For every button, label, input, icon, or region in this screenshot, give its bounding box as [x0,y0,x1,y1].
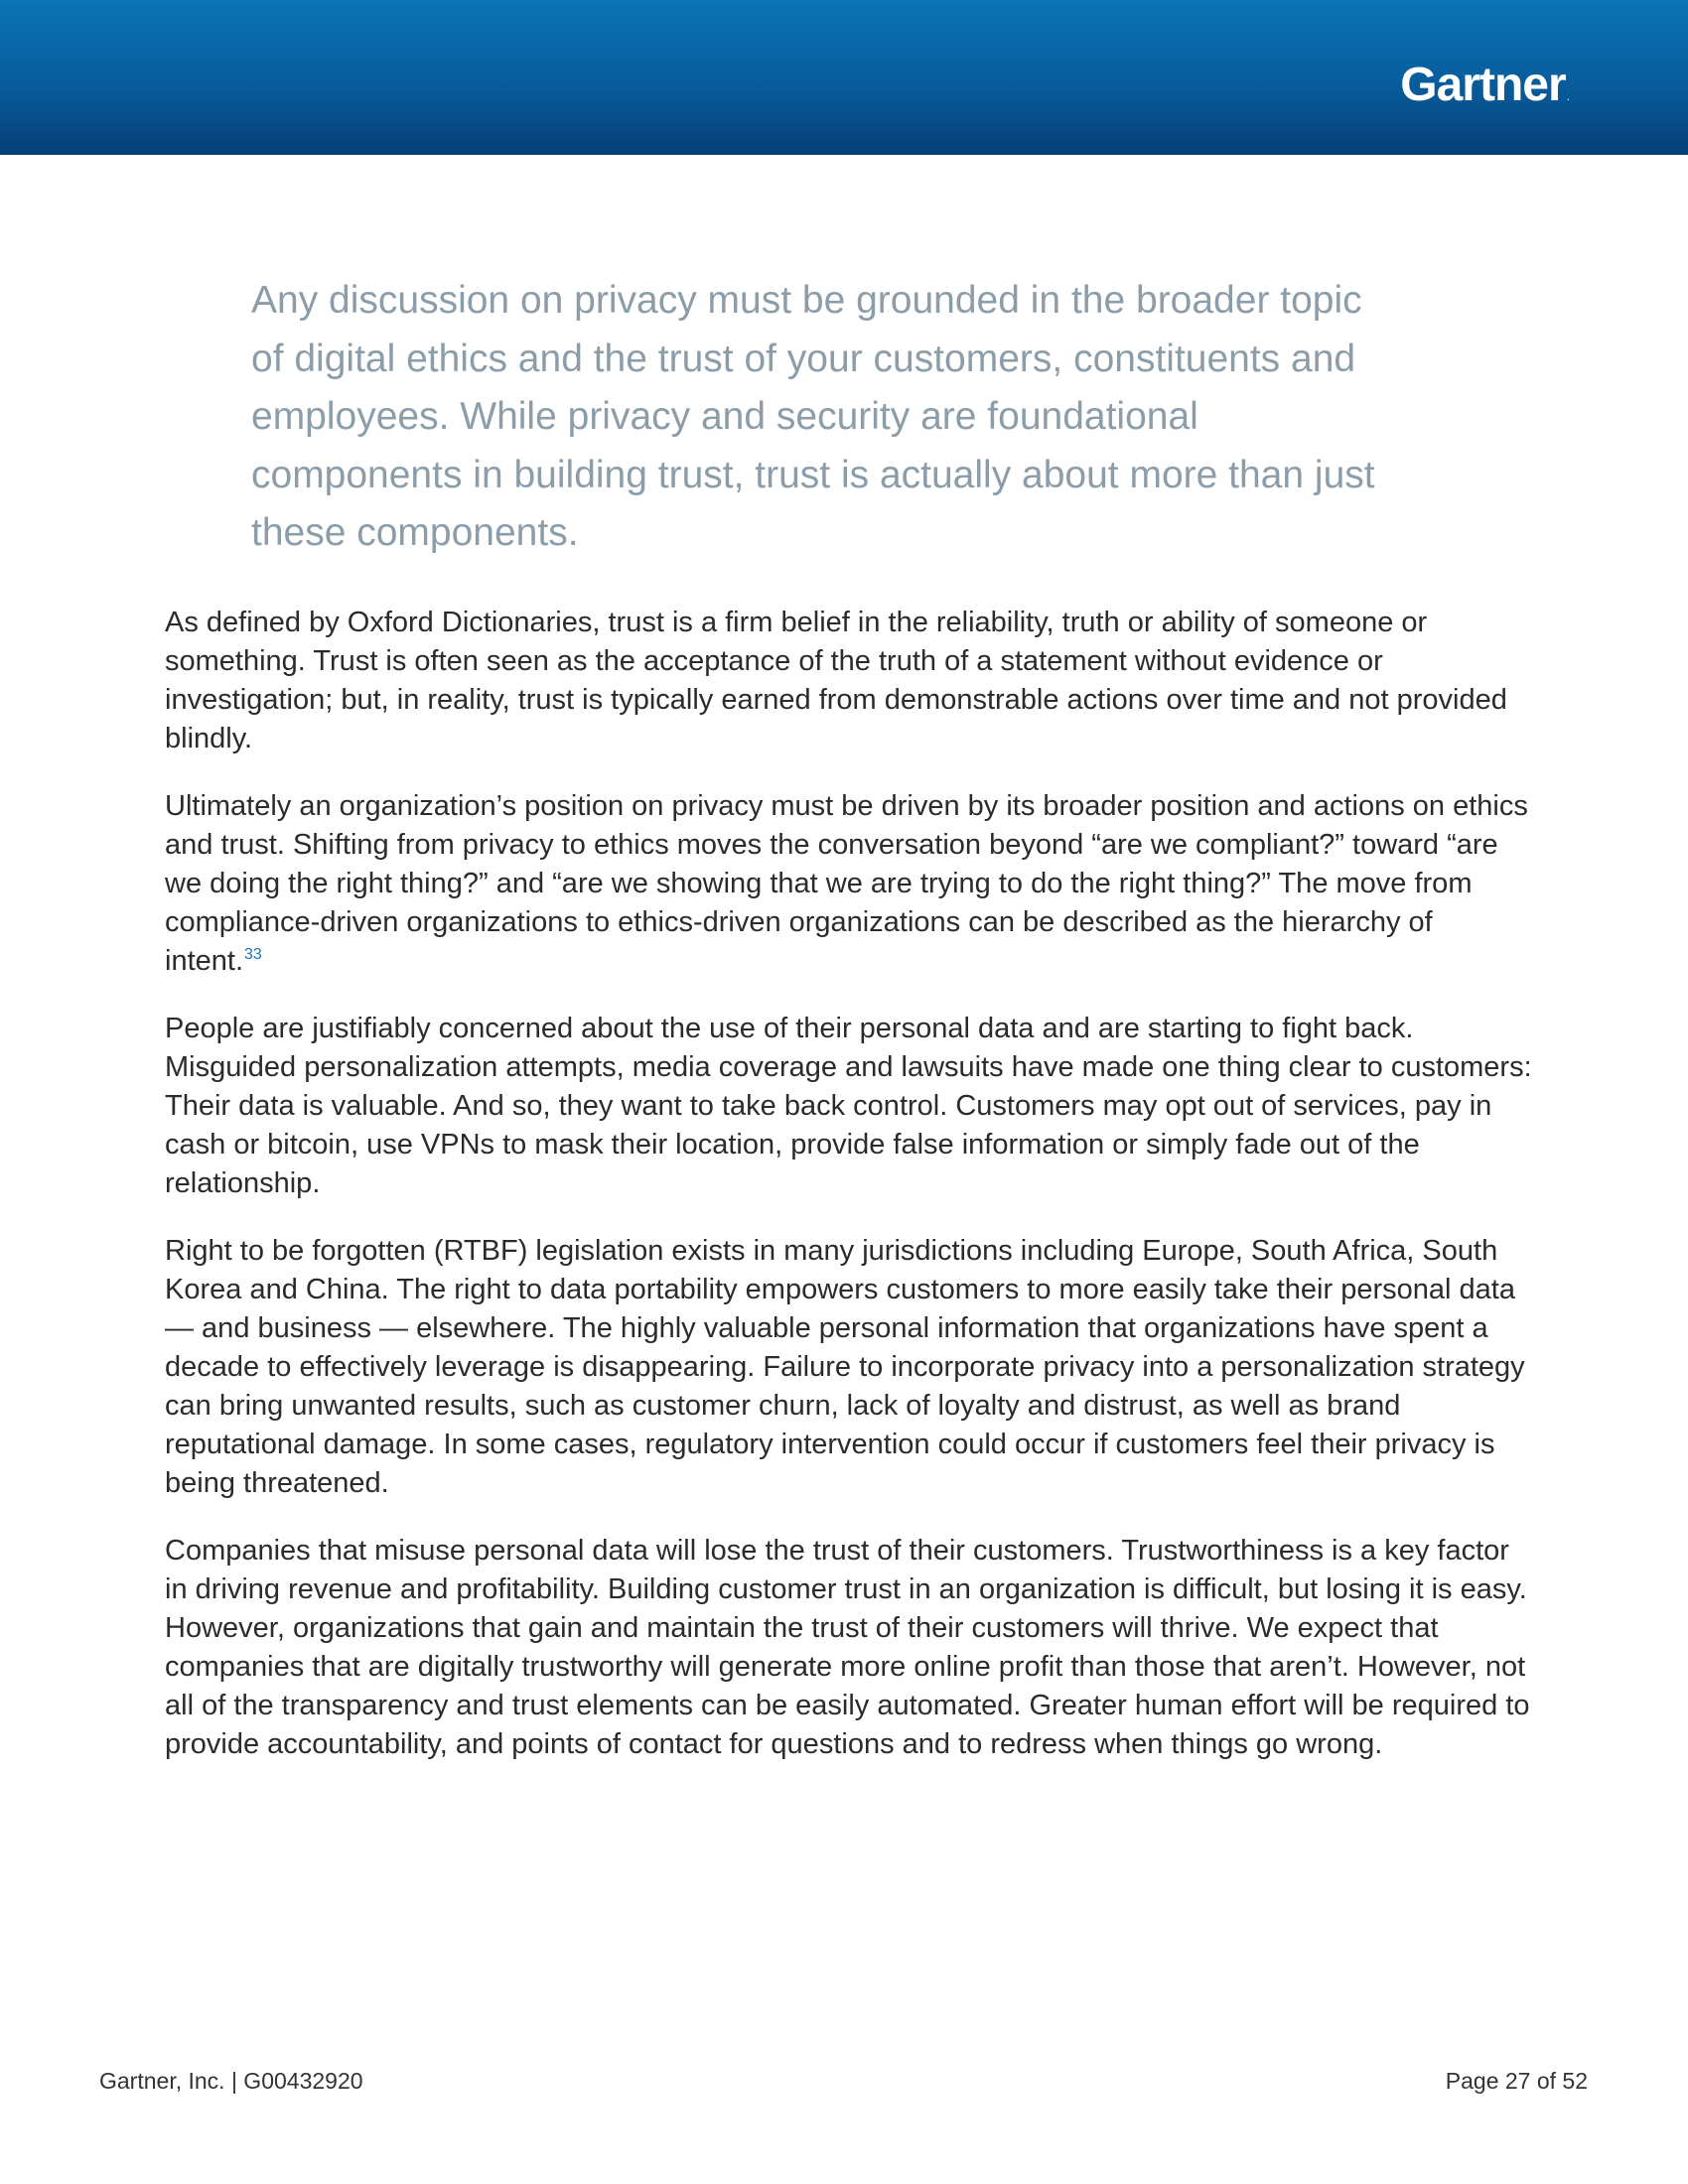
footer-page-number: Page 27 of 52 [1445,2068,1588,2094]
paragraph-rtbf: Right to be forgotten (RTBF) legislation exists in many jurisdictions including Europe, South Africa, South Korea and China. The right to data portability empowers customers to more easily take their personal data — and business — elsewhere. The highly valuable personal information that organizations have spent a decade to effectively leverage is disappearing. Failure to incorporate privacy into a personalization strategy can bring unwanted results, such as customer churn, lack of loyalty and distrust, as well as brand reputational damage. In some cases, regulatory intervention could occur if customers feel their privacy is being threatened. [165,1235,1525,1499]
logo-mark: . [1566,89,1569,103]
paragraph-trust-misuse: Companies that misuse personal data will lose the trust of their customers. Trustworthiness is a key factor in driving revenue and profitability. Building customer trust in an organization is difficult, but losing it is easy. However, organizations that gain and maintain the trust of their customers will thrive. We expect that companies that are digitally trustworthy will generate more online profit than those that aren’t. However, not all of the transparency and trust elements can be easily automated. Greater human effort will be required to provide accountability, and points of contact for questions and to redress when things go wrong. [165,1535,1530,1760]
pull-quote: Any discussion on privacy must be grounded in the broader topic of digital ethics and the trust of your customers, constituents and employees. While privacy and security are foundational components in building trust, trust is actually about more than just these components. [251,279,1375,554]
gartner-logo [1400,59,1569,111]
logo-text: Gartner [1400,59,1566,111]
paragraph-personal-data-concerns: People are justifiably concerned about the use of their personal data and are starting to fight back. Misguided personalization attempts, media coverage and lawsuits have made one thing clear to customers: Their data is valuable. And so, they want to take back control. Customers may opt out of services, pay in cash or bitcoin, use VPNs to mask their location, provide false information or simply fade out of the relationship. [165,1013,1532,1199]
footer-document-id: Gartner, Inc. | G00432920 [99,2068,363,2094]
body-text [165,604,1535,1793]
header-band [0,0,1688,155]
paragraph-trust-definition: As defined by Oxford Dictionaries, trust is a firm belief in the reliability, truth or ability of someone or something. Trust is often seen as the acceptance of the truth of a statement without evidence or investigation; but, in reality, trust is typically earned from demonstrable actions over time and not provided blindly. [165,607,1507,754]
footnote-reference[interactable]: 33 [244,946,262,964]
paragraph-hierarchy-of-intent [165,787,1535,981]
paragraph-text: Ultimately an organization’s position on privacy must be driven by its broader position and actions on ethics and trust. Shifting from privacy to ethics moves the conversation beyond “are we compliant?” toward “are we doing the right thing?” and “are we showing that we are trying to do the right thing?” The move from compliance-driven organizations to ethics-driven organizations can be described as the hierarchy of intent. [165,790,1528,977]
